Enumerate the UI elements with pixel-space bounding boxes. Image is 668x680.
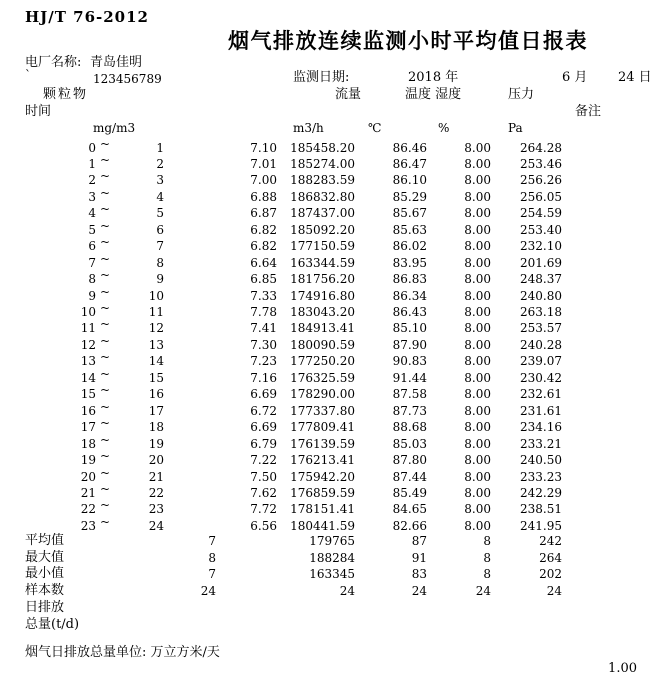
particulate-value: 6.69 [250,387,277,401]
flow-value: 185274.00 [290,157,355,171]
humidity-value: 8.00 [464,470,491,484]
flow-value: 175942.20 [290,470,355,484]
plant-code-prefix: ` [25,68,31,82]
hour-range-tilde: ~ [100,186,111,200]
hour-start: 12 [80,338,96,352]
particulate-value: 6.82 [250,239,277,253]
hour-start: 15 [80,387,96,401]
hour-start: 5 [88,223,96,237]
hour-end: 9 [156,272,164,286]
hour-start: 2 [88,173,96,187]
flow-value: 177150.59 [290,239,355,253]
humidity-value: 8.00 [464,453,491,467]
hour-start: 14 [80,371,96,385]
pressure-value: 264.28 [520,141,562,155]
flow-value: 176325.59 [290,371,355,385]
hour-range-tilde: ~ [100,137,111,151]
particulate-summary: 7 [208,534,216,548]
temperature-value: 86.34 [392,289,427,303]
hour-range-tilde: ~ [100,285,111,299]
hour-start: 4 [88,206,96,220]
summary-label: 总量(t/d) [25,617,80,632]
temperature-value: 82.66 [392,519,427,533]
flow-summary: 24 [339,584,355,598]
pressure-summary: 202 [539,567,562,581]
summary-row [0,583,668,599]
humidity-summary: 8 [483,567,491,581]
hour-end: 12 [148,321,164,335]
humidity-value: 8.00 [464,420,491,434]
temperature-value: 86.10 [392,173,427,187]
pressure-value: 238.51 [520,502,562,516]
hour-range-tilde: ~ [100,466,111,480]
summary-row [0,566,668,582]
summary-label: 最小值 [25,566,65,581]
pressure-value: 232.61 [520,387,562,401]
particulate-summary: 8 [208,551,216,565]
pressure-value: 248.37 [520,272,562,286]
flow-value: 163344.59 [290,256,355,270]
temperature-value: 85.29 [392,190,427,204]
particulate-value: 6.64 [250,256,277,270]
flow-value: 176213.41 [290,453,355,467]
particulate-value: 7.16 [250,371,277,385]
hour-end: 17 [148,404,164,418]
hour-start: 6 [88,239,96,253]
humidity-value: 8.00 [464,321,491,335]
humidity-value: 8.00 [464,371,491,385]
temperature-value: 83.95 [392,256,427,270]
humidity-value: 8.00 [464,223,491,237]
monitor-date-label: 监测日期: [293,70,350,85]
humidity-value: 8.00 [464,387,491,401]
hour-end: 2 [156,157,164,171]
hour-range-tilde: ~ [100,416,111,430]
hour-range-tilde: ~ [100,515,111,529]
hour-end: 19 [148,437,164,451]
humidity-value: 8.00 [464,338,491,352]
plant-code-value: 123456789 [93,72,162,86]
hour-start: 10 [80,305,96,319]
monitor-date-month: 6 月 [562,70,588,85]
hour-range-tilde: ~ [100,235,111,249]
flow-value: 177809.41 [290,420,355,434]
particulate-value: 6.87 [250,206,277,220]
monitor-date-day: 24 日 [618,70,652,85]
hour-end: 18 [148,420,164,434]
temperature-value: 87.44 [392,470,427,484]
humidity-value: 8.00 [464,486,491,500]
hour-range-tilde: ~ [100,367,111,381]
summary-row [0,617,668,633]
flow-summary: 188284 [309,551,355,565]
hour-end: 14 [148,354,164,368]
hour-range-tilde: ~ [100,400,111,414]
hour-end: 7 [156,239,164,253]
summary-row [0,533,668,549]
humidity-value: 8.00 [464,404,491,418]
humidity-value: 8.00 [464,437,491,451]
hour-range-tilde: ~ [100,383,111,397]
hour-start: 21 [80,486,96,500]
hour-range-tilde: ~ [100,202,111,216]
hour-start: 8 [88,272,96,286]
hour-end: 10 [148,289,164,303]
flow-value: 178151.41 [290,502,355,516]
pressure-value: 256.26 [520,173,562,187]
pressure-value: 241.95 [520,519,562,533]
temperature-value: 90.83 [392,354,427,368]
particulate-value: 7.30 [250,338,277,352]
hour-start: 1 [88,157,96,171]
particulate-value: 7.00 [250,173,277,187]
hour-start: 7 [88,256,96,270]
pressure-value: 240.28 [520,338,562,352]
summary-row [0,550,668,566]
hour-range-tilde: ~ [100,252,111,266]
humidity-value: 8.00 [464,173,491,187]
temperature-value: 87.73 [392,404,427,418]
hour-end: 11 [148,305,164,319]
humidity-value: 8.00 [464,157,491,171]
pressure-value: 263.18 [520,305,562,319]
temperature-value: 88.68 [392,420,427,434]
temperature-summary: 83 [411,567,427,581]
flow-value: 176859.59 [290,486,355,500]
particulate-value: 7.33 [250,289,277,303]
hour-range-tilde: ~ [100,433,111,447]
temperature-value: 86.02 [392,239,427,253]
temperature-value: 87.80 [392,453,427,467]
temperature-value: 86.43 [392,305,427,319]
humidity-value: 8.00 [464,305,491,319]
flow-value: 185092.20 [290,223,355,237]
temperature-value: 86.47 [392,157,427,171]
temperature-value: 85.49 [392,486,427,500]
humidity-value: 8.00 [464,190,491,204]
particulate-value: 6.88 [250,190,277,204]
pressure-value: 230.42 [520,371,562,385]
monitor-date-year: 2018 年 [408,70,459,85]
temperature-summary: 91 [411,551,427,565]
particulate-summary: 24 [200,584,216,598]
hour-range-tilde: ~ [100,317,111,331]
humidity-summary: 8 [483,551,491,565]
particulate-value: 7.62 [250,486,277,500]
hour-end: 20 [148,453,164,467]
temperature-summary: 24 [411,584,427,598]
pressure-value: 239.07 [520,354,562,368]
particulate-value: 6.79 [250,437,277,451]
flow-value: 183043.20 [290,305,355,319]
hour-start: 11 [80,321,96,335]
particulate-value: 7.23 [250,354,277,368]
particulate-value: 7.22 [250,453,277,467]
unit-humidity: % [438,121,450,135]
hour-start: 16 [80,404,96,418]
plant-name-label: 电厂名称: [25,55,82,70]
hour-start: 13 [80,354,96,368]
humidity-value: 8.00 [464,272,491,286]
hour-end: 22 [148,486,164,500]
humidity-value: 8.00 [464,256,491,270]
particulate-value: 7.41 [250,321,277,335]
pressure-value: 232.10 [520,239,562,253]
standard-code: HJ/T 76-2012 [25,8,149,26]
particulate-summary: 7 [208,567,216,581]
hour-start: 22 [80,502,96,516]
pressure-value: 242.29 [520,486,562,500]
particulate-value: 7.10 [250,141,277,155]
temperature-value: 84.65 [392,502,427,516]
pressure-value: 253.57 [520,321,562,335]
flow-value: 180441.59 [290,519,355,533]
hour-range-tilde: ~ [100,268,111,282]
flow-value: 186832.80 [290,190,355,204]
temperature-value: 86.83 [392,272,427,286]
pressure-value: 201.69 [520,256,562,270]
particulate-value: 7.72 [250,502,277,516]
temperature-value: 85.10 [392,321,427,335]
hour-end: 6 [156,223,164,237]
humidity-value: 8.00 [464,519,491,533]
hour-range-tilde: ~ [100,482,111,496]
table-row [0,515,668,534]
particulate-value: 7.50 [250,470,277,484]
humidity-value: 8.00 [464,206,491,220]
hour-start: 20 [80,470,96,484]
flow-value: 180090.59 [290,338,355,352]
header-pressure: 压力 [508,87,535,102]
hour-end: 21 [148,470,164,484]
hour-start: 17 [80,420,96,434]
temperature-value: 85.03 [392,437,427,451]
hour-end: 13 [148,338,164,352]
flow-value: 187437.00 [290,206,355,220]
temperature-summary: 87 [411,534,427,548]
pressure-value: 234.16 [520,420,562,434]
hour-range-tilde: ~ [100,153,111,167]
hour-start: 23 [80,519,96,533]
flow-value: 177250.20 [290,354,355,368]
summary-label: 最大值 [25,550,65,565]
flow-value: 181756.20 [290,272,355,286]
hour-range-tilde: ~ [100,301,111,315]
header-temp-humidity: 温度 湿度 [405,87,462,102]
summary-row [0,600,668,616]
temperature-value: 91.44 [392,371,427,385]
summary-label: 日排放 [25,600,65,615]
particulate-value: 6.85 [250,272,277,286]
hour-end: 4 [156,190,164,204]
pressure-value: 231.61 [520,404,562,418]
hour-start: 18 [80,437,96,451]
hour-range-tilde: ~ [100,219,111,233]
pressure-value: 233.23 [520,470,562,484]
pressure-value: 254.59 [520,206,562,220]
particulate-value: 6.82 [250,223,277,237]
pressure-value: 253.46 [520,157,562,171]
flow-value: 184913.41 [290,321,355,335]
summary-label: 样本数 [25,583,65,598]
humidity-value: 8.00 [464,354,491,368]
hour-start: 3 [88,190,96,204]
pressure-summary: 24 [546,584,562,598]
humidity-value: 8.00 [464,141,491,155]
temperature-value: 87.58 [392,387,427,401]
report-title: 烟气排放连续监测小时平均值日报表 [228,28,588,53]
hour-end: 3 [156,173,164,187]
header-remark: 备注 [575,104,602,119]
page-number: 1.00 [608,661,637,676]
pressure-value: 240.50 [520,453,562,467]
hour-range-tilde: ~ [100,449,111,463]
hour-end: 1 [156,141,164,155]
flow-value: 176139.59 [290,437,355,451]
hour-end: 23 [148,502,164,516]
particulate-value: 7.78 [250,305,277,319]
unit-particulate: mg/m3 [93,121,136,135]
pressure-summary: 264 [539,551,562,565]
summary-label: 平均值 [25,533,65,548]
humidity-value: 8.00 [464,502,491,516]
flow-value: 178290.00 [290,387,355,401]
header-flow: 流量 [335,87,362,102]
humidity-summary: 24 [475,584,491,598]
unit-pressure: Pa [508,121,523,135]
flow-value: 188283.59 [290,173,355,187]
hour-range-tilde: ~ [100,350,111,364]
temperature-value: 85.67 [392,206,427,220]
hour-range-tilde: ~ [100,334,111,348]
plant-name-value: 青岛佳明 [90,55,143,70]
humidity-value: 8.00 [464,239,491,253]
pressure-value: 233.21 [520,437,562,451]
hour-start: 0 [88,141,96,155]
humidity-value: 8.00 [464,289,491,303]
pressure-summary: 242 [539,534,562,548]
flow-summary: 163345 [309,567,355,581]
hour-end: 15 [148,371,164,385]
header-time: 时间 [25,104,52,119]
hour-end: 8 [156,256,164,270]
header-particulate: 颗粒物 [43,87,89,102]
hour-start: 19 [80,453,96,467]
hour-start: 9 [88,289,96,303]
particulate-value: 6.56 [250,519,277,533]
hour-range-tilde: ~ [100,498,111,512]
pressure-value: 240.80 [520,289,562,303]
pressure-value: 253.40 [520,223,562,237]
hour-end: 16 [148,387,164,401]
emission-unit-note: 烟气日排放总量单位: 万立方米/天 [25,645,220,660]
particulate-value: 6.69 [250,420,277,434]
temperature-value: 85.63 [392,223,427,237]
flow-value: 177337.80 [290,404,355,418]
flow-summary: 179765 [309,534,355,548]
humidity-summary: 8 [483,534,491,548]
flow-value: 185458.20 [290,141,355,155]
hour-end: 24 [148,519,164,533]
flow-value: 174916.80 [290,289,355,303]
unit-temperature: ℃ [368,121,382,135]
pressure-value: 256.05 [520,190,562,204]
hour-range-tilde: ~ [100,169,111,183]
unit-flow: m3/h [293,121,324,135]
temperature-value: 86.46 [392,141,427,155]
hour-end: 5 [156,206,164,220]
particulate-value: 7.01 [250,157,277,171]
temperature-value: 87.90 [392,338,427,352]
particulate-value: 6.72 [250,404,277,418]
